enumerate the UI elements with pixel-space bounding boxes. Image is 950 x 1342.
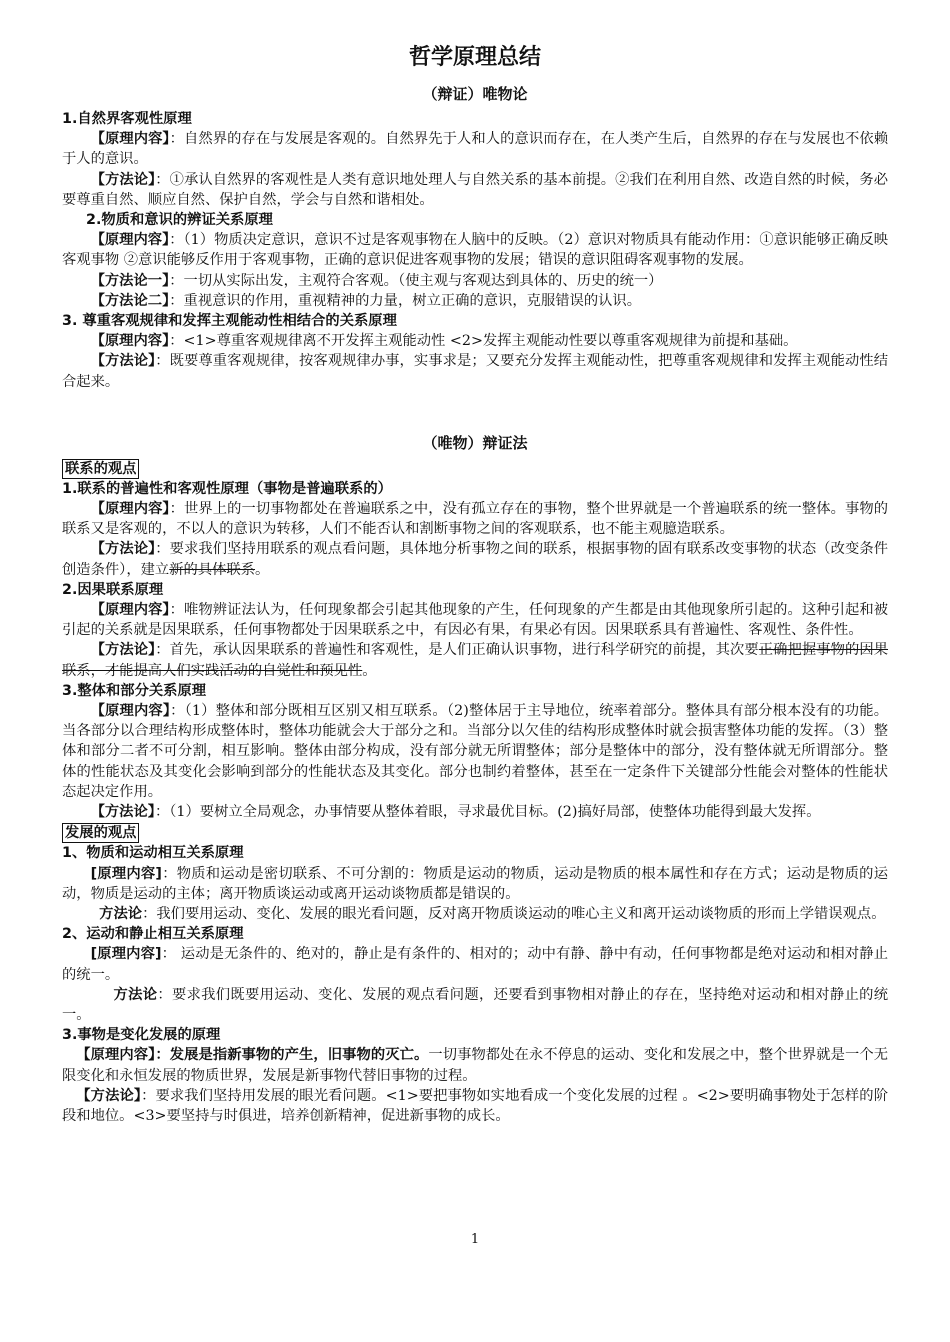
method-text: ：既要尊重客观规律，按客观规律办事，实事求是；又要充分发挥主观能动性，把尊重客观规律和发挥主观能动性结合起来。 bbox=[62, 353, 888, 390]
methodology-two bbox=[62, 291, 888, 311]
boxed-label-development: 发展的观点 bbox=[62, 823, 139, 843]
principle-content bbox=[62, 230, 888, 270]
content-text: ：世界上的一切事物都处在普遍联系之中，没有孤立存在的事物，整个世界就是一个普遍联系的统一整体。事物的联系又是客观的，不以人的意识为转移，人们不能否认和割断事物之间的客观联系，也不能主观臆造联系。 bbox=[62, 501, 888, 538]
methodology-one bbox=[62, 271, 888, 291]
method-text: ：我们要用运动、变化、发展的眼光看问题，反对离开物质谈运动的唯心主义和离开运动谈物质的形而上学错误观点。 bbox=[142, 905, 886, 922]
methodology bbox=[62, 904, 888, 924]
method-text: ：（1）要树立全局观念，办事情要从整体着眼，寻求最优目标。(2)搞好局部，使整体功能得到最大发挥。 bbox=[154, 804, 821, 821]
section-title-materialism: （辩证）唯物论 bbox=[422, 85, 528, 103]
heading-whole-part: 3.整体和部分关系原理 bbox=[62, 682, 207, 699]
heading-motion-rest: 2、运动和静止相互关系原理 bbox=[62, 926, 244, 943]
method-label: 方法论 bbox=[113, 986, 158, 1003]
method-label: 【方法论】 bbox=[90, 541, 156, 558]
content-label: 【原理内容】 bbox=[90, 501, 170, 518]
principle-content bbox=[62, 1045, 888, 1085]
method-text: ：要求我们坚持用联系的观点看问题，具体地分析事物之间的联系，根据事物的固有联系改变事物的状态（改变条件创造条件），建立 bbox=[62, 541, 888, 578]
method-text-end: 。 bbox=[362, 662, 377, 679]
methodology bbox=[62, 539, 888, 579]
method-text: ：一切从实际出发，主观符合客观。（使主观与客观达到具体的、历史的统一） bbox=[169, 272, 663, 289]
methodology bbox=[62, 985, 888, 1025]
methodology bbox=[62, 170, 888, 210]
content-label: 【原理内容】 bbox=[90, 703, 171, 720]
principle-content bbox=[62, 944, 888, 984]
principle-content bbox=[62, 600, 888, 640]
content-text: ：唯物辨证法认为，任何现象都会引起其他现象的产生，任何现象的产生都是由其他现象所引起的。这种引起和被引起的关系就是因果联系，任何事物都处于因果联系之中，有因必有果，有果必有因。因果联系具有普遍性、客观性、条件性。 bbox=[62, 602, 888, 639]
page-number: 1 bbox=[470, 1232, 480, 1247]
content-text: ：自然界的存在与发展是客观的。自然界先于人和人的意识而存在，在人类产生后，自然界的存在与发展也不依赖于人的意识。 bbox=[62, 131, 888, 168]
content-text: ： 运动是无条件的、绝对的，静止是有条件的、相对的；动中有静、静中有动，任何事物都是绝对运动和相对静止的统一。 bbox=[62, 946, 888, 983]
method-label: 【方法论】 bbox=[90, 642, 156, 659]
methodology bbox=[62, 640, 888, 680]
method-label: 【方法论一】 bbox=[90, 272, 170, 289]
method-text: ：重视意识的作用，重视精神的力量，树立正确的意识，克服错误的认识。 bbox=[169, 292, 642, 309]
method-text: ：要求我们既要用运动、变化、发展的观点看问题，还要看到事物相对静止的存在，坚持绝对运动和相对静止的统一。 bbox=[62, 986, 888, 1023]
content-label: 【原理内容】 bbox=[90, 602, 170, 619]
method-text: ：①承认自然界的客观性是人类有意识地处理人与自然关系的基本前提。②我们在利用自然、改造自然的时候，务必要尊重自然、顺应自然、保护自然，学会与自然和谐相处。 bbox=[62, 171, 888, 208]
content-text: ：物质和运动是密切联系、不可分割的：物质是运动的物质，运动是物质的根本属性和存在方式；运动是物质的运动，物质是运动的主体；离开物质谈运动或离开运动谈物质都是错误的。 bbox=[62, 865, 888, 902]
principle-content bbox=[62, 864, 888, 904]
page-title: 哲学原理总结 bbox=[408, 45, 541, 70]
principle-content bbox=[62, 129, 888, 169]
heading-development: 3.事物是变化发展的原理 bbox=[62, 1027, 221, 1044]
content-text: ：（1）整体和部分既相互区别又相互联系。（2)整体居于主导地位，统率着部分。整体具有部分根本没有的功能。当各部分以合理结构形成整体时，整体功能就会大于部分之和。当部分以欠佳的结构形成整体时就会损害整体功能的发挥。（3）整体和部分二者不可分割，相互影响。整体由部分构成，没有部分就无所谓整体；部分是整体中的部分，没有整体就无所谓部分。整体的性能状态及其变化会影响到部分的性能状态及其变化。部分也制约着整体，甚至在一定条件下关键部分性能会对整体的性能状态起决定作用。 bbox=[62, 703, 888, 800]
content-text: 一切事物都处在永不停息的运动、变化和发展之中，整个世界就是一个无限变化和永恒发展的物质世界，发展是新事物代替旧事物的过程。 bbox=[62, 1047, 889, 1084]
method-text-end: 。 bbox=[255, 561, 270, 578]
struck-text: 新的具体联系 bbox=[169, 561, 256, 578]
method-text: ：要求我们坚持用发展的眼光看问题。<1>要把事物如实地看成一个变化发展的过程 。<2>要明确事物处于怎样的阶段和地位。<3>要坚持与时俱进，培养创新精神，促进新事物的成长。 bbox=[62, 1087, 888, 1124]
struck-text: 正确把握事物的因果联系，才能提高人们实践活动的自觉性和预见性 bbox=[62, 642, 889, 679]
heading-objective-law: 3. 尊重客观规律和发挥主观能动性相结合的关系原理 bbox=[62, 313, 397, 330]
content-label: 【原理内容】 bbox=[90, 333, 170, 350]
method-label: 【方法论】 bbox=[90, 804, 155, 821]
heading-matter-motion: 1、物质和运动相互关系原理 bbox=[62, 845, 244, 862]
method-label: 【方法论】 bbox=[90, 353, 156, 370]
heading-causal-connection: 2.因果联系原理 bbox=[62, 581, 164, 598]
principle-content bbox=[62, 701, 888, 802]
method-text: ：首先，承认因果联系的普遍性和客观性，是人们正确认识事物，进行科学研究的前提，其次要 bbox=[155, 642, 759, 659]
content-bold-text: ：发展是指新事物的产生，旧事物的灭亡。 bbox=[155, 1047, 429, 1064]
heading-nature-objectivity: 1.自然界客观性原理 bbox=[62, 111, 192, 127]
heading-universal-connection: 1.联系的普遍性和客观性原理（事物是普遍联系的） bbox=[62, 480, 392, 497]
heading-matter-consciousness: 2.物质和意识的辨证关系原理 bbox=[86, 212, 273, 229]
method-label: 【方法论二】 bbox=[90, 292, 170, 309]
method-label: 【方法论】 bbox=[76, 1087, 142, 1104]
principle-content bbox=[62, 331, 888, 351]
method-label: 【方法论】 bbox=[90, 171, 156, 188]
method-label: 方法论 bbox=[99, 905, 143, 922]
content-label: 【原理内容】 bbox=[90, 232, 170, 249]
content-label: [原理内容] bbox=[90, 865, 162, 882]
section-title-dialectics: （唯物）辩证法 bbox=[422, 433, 528, 452]
methodology bbox=[62, 351, 888, 391]
content-label: [原理内容] bbox=[90, 946, 162, 963]
methodology bbox=[62, 802, 888, 822]
principle-content bbox=[62, 499, 888, 539]
content-label: 【原理内容】 bbox=[76, 1047, 156, 1064]
boxed-label-connection: 联系的观点 bbox=[62, 459, 139, 479]
content-label: 【原理内容】 bbox=[90, 131, 170, 148]
methodology bbox=[62, 1086, 888, 1126]
content-text: ：<1>尊重客观规律离不开发挥主观能动性 <2>发挥主观能动性要以尊重客观规律为前提和基础。 bbox=[169, 333, 798, 350]
content-text: ：（1）物质决定意识，意识不过是客观事物在人脑中的反映。（2）意识对物质具有能动作用：①意识能够正确反映客观事物 ②意识能够反作用于客观事物，正确的意识促进客观事物的发展；错误的意识阻碍客观事物的发展。 bbox=[62, 232, 888, 269]
